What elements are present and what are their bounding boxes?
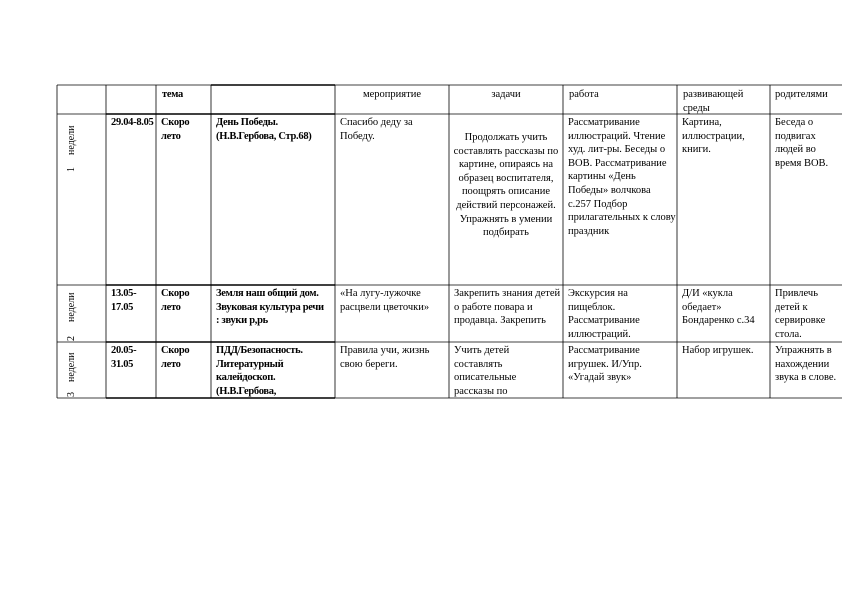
row-3-zadachi: Учить детей составлять описательные рассказы по (454, 345, 517, 397)
week-label-3: недели (66, 352, 77, 382)
row-2-roditeli: Привлечь детей к сервировке стола. (775, 288, 826, 340)
row-2-topic: Земля наш общий дом. Звуковая культура речи : звуки р,рь (216, 288, 324, 327)
header-meropriyatie: мероприятие (363, 89, 421, 100)
row-1-zadachi: Продолжать учить составлять рассказы по картине, опираясь на образец воспитателя, поощрять описание действий персонажей. Упражнять в умении подбирать (453, 132, 559, 239)
row-1-tema: Скоро лето (161, 117, 190, 142)
row-3-meropriyatie: Правила учи, жизнь свою береги. (340, 345, 430, 370)
row-1-sreda: Картина, иллюстрации, книги. (682, 117, 745, 156)
row-3-roditeli: Упражнять в нахождении звука в слове. (775, 345, 837, 384)
row-2-zadachi: Закрепить знания детей о работе повара и продавца. Закрепить (454, 288, 561, 327)
week-num-3: 3 (66, 392, 77, 397)
row-3-sreda: Набор игрушек. (682, 345, 754, 356)
row-2-tema: Скоро лето (161, 288, 190, 313)
week-label-1: недели (66, 125, 77, 155)
header-zadachi: задачи (491, 89, 521, 100)
week-num-1: 1 (66, 167, 77, 172)
row-1-meropriyatie: Спасибо деду за Победу. (340, 117, 413, 142)
row-1-roditeli: Беседа о подвигах людей во время ВОВ. (775, 117, 829, 169)
row-2-meropriyatie: «На лугу-лужочке расцвели цветочки» (340, 288, 430, 313)
header-sredy: развивающей среды (683, 89, 744, 114)
row-3-tema: Скоро лето (161, 345, 190, 370)
row-1-topic: День Победы. (Н.В.Гербова, Стр.68) (216, 117, 312, 142)
week-num-2: 2 (66, 336, 77, 341)
row-2-dates: 13.05-17.05 (111, 288, 137, 313)
row-2-rabota: Экскурсия на пищеблок. Рассматривание иллюстраций. (568, 288, 640, 340)
header-rabota: работа (569, 89, 599, 100)
week-label-2: недели (66, 292, 77, 322)
row-3-topic: ПДД/Безопасность. Литературный калейдоскоп. (Н.В.Гербова, (216, 345, 303, 397)
header-tema: тема (162, 89, 183, 100)
row-3-dates: 20.05-31.05 (111, 345, 137, 370)
row-1-dates: 29.04-8.05 (111, 117, 154, 128)
row-2-sreda: Д/И «кукла обедает» Бондаренко с.34 (682, 288, 755, 327)
header-roditeli: родителями (775, 89, 828, 100)
row-1-rabota: Рассматривание иллюстраций. Чтение худ. лит-ры. Беседы о ВОВ. Рассматривание картины «День Победы» волчкова с.257 Подбор прилагательных к слову праздник (568, 117, 676, 237)
row-3-rabota: Рассматривание игрушек. И/Упр. «Угадай звук» (568, 345, 642, 384)
